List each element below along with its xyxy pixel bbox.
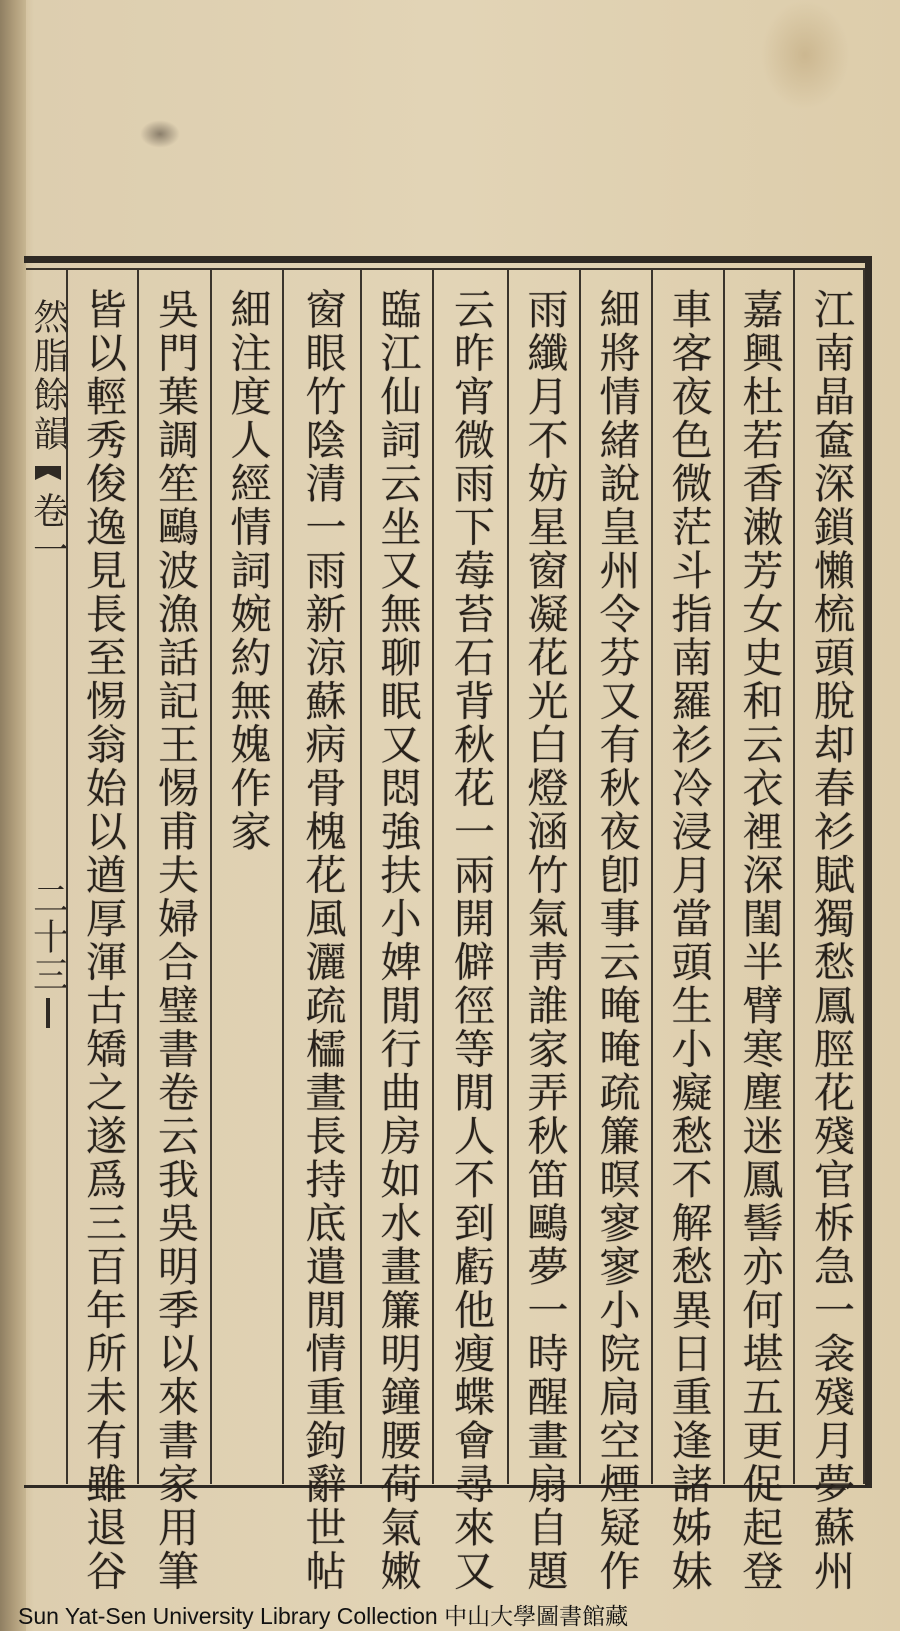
text-column-2: 嘉興杜若香潄芳女史和云衣裡深閨半臂寒塵迷鳳髻亦何堪五更促起登 (723, 270, 793, 1484)
library-credit: Sun Yat-Sen University Library Collection 中山大學圖書館藏 (18, 1603, 629, 1629)
volume-label: 卷一 (27, 492, 69, 570)
text-column-5: 雨纖月不妨星窗凝花光白燈涵竹氣靑誰家弄秋笛鷗夢一時醒畫扇自題 (507, 270, 579, 1484)
paper-stain (760, 0, 850, 110)
text-column-3: 車客夜色微茫斗指南羅衫冷浸月當頭生小癡愁不解愁異日重逢諸姊妹 (651, 270, 723, 1484)
text-column-11: 皆以輕秀俊逸見長至惕翁始以遒厚渾古矯之遂爲三百年所未有雖退谷 (66, 270, 137, 1484)
fishtail-mark (35, 466, 61, 480)
margin-rule (46, 998, 50, 1028)
text-column-7: 臨江仙詞云坐又無聊眠又悶強扶小婢閒行曲房如水畫簾明鐘腰荷氣嫩 (360, 270, 432, 1484)
text-column-9: 細注度人經情詞婉約無媿作家 (210, 270, 282, 1484)
book-title: 然脂餘韻 (28, 298, 69, 454)
text-column-6: 云昨宵微雨下莓苔石背秋花一兩開僻徑等閒人不到虧他瘦蝶會尋來又 (432, 270, 507, 1484)
center-margin (28, 270, 68, 1484)
text-column-10: 吳門葉調笙鷗波漁話記王惕甫夫婦合璧書卷云我吳明季以來書家用筆 (137, 270, 210, 1484)
ink-blot (140, 120, 180, 148)
book-spine (0, 0, 26, 1631)
text-column-4: 細將情緒說皇州令芬又有秋夜卽事云晻晻疏簾暝寥寥小院扃空煙疑作 (579, 270, 651, 1484)
page-number: 二十三 (27, 880, 69, 994)
text-column-1: 江南晶奩深鎖懶梳頭脫却春衫賦獨愁鳳脛花殘官柝急一衾殘月夢蘇州 (793, 270, 866, 1484)
text-column-8: 窗眼竹陰清一雨新涼蘇病骨槐花風灑疏櫺晝長持底遣閒情重鉤辭世帖 (282, 270, 360, 1484)
